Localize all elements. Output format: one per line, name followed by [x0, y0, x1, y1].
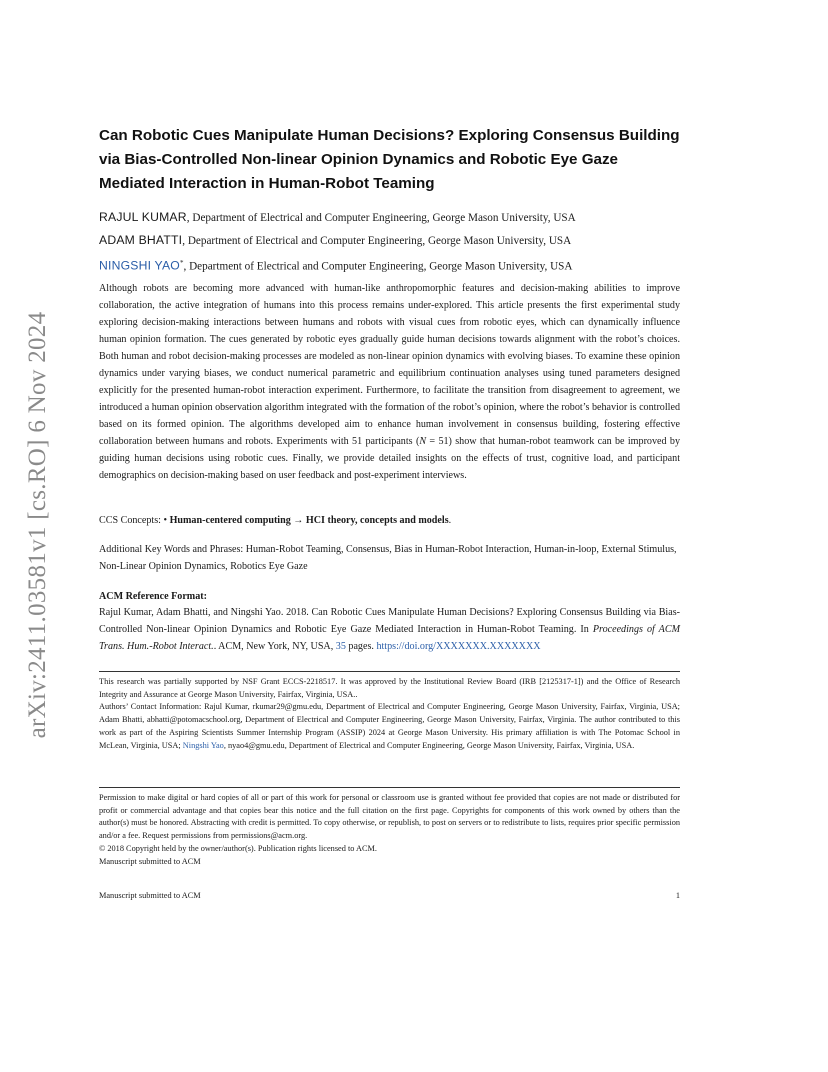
reference-pages-link[interactable]: 35 [335, 641, 346, 652]
corresponding-author-mark: * [179, 259, 184, 267]
abstract-text: Although robots are becoming more advanced with human-like anthropomorphic features and decision-making abilities to improve collaboration, the active integration of humans into this process remains under-explored. This article presents the first experimental study exploring decision-making interactions between humans and robots with visual cues from robotic eyes, which can dynamically influence human opinion formation. The cues generated by robotic eyes gradually guide human decisions towards alignment with the robot’s choices. Both human and robot decision-making processes are modeled as non-linear opinion dynamics with evolving biases. To examine these opinion dynamics under varying biases, we conduct numerical parametric and equilibrium continuation analyses using tuned parameters designed explicitly for the presented human-robot interaction experiment. Furthermore, to facilitate the transition from disagreement to agreement, we introduced a human opinion observation algorithm integrated with the formation of the robot’s opinion, where the robot’s behavior is controlled based on its formed opinion. The algorithms developed aim to enhance human involvement in consensus building, fostering effective collaboration between humans and robots. Experiments with 51 participants ( [99, 283, 680, 447]
reference-venue: Proceedings of ACM Trans. Hum.-Robot Interact. [99, 624, 680, 652]
reference-publisher: . ACM, New York, NY, USA, [213, 641, 336, 652]
page-footer [99, 891, 680, 900]
author-entry-1 [99, 206, 680, 229]
keywords: Additional Key Words and Phrases: Human-Robot Teaming, Consensus, Bias in Human-Robot Interaction, Human-in-loop, External Stimulus, Non-Linear Opinion Dynamics, Robotics Eye Gaze [99, 544, 677, 572]
permissions-divider [99, 787, 680, 788]
author-name-link[interactable]: NINGSHI YAO [99, 258, 180, 273]
author-entry-2 [99, 229, 680, 252]
arxiv-identifier-stamp [20, 290, 56, 760]
author-name: RAJUL KUMAR [99, 210, 187, 224]
reference-format [99, 604, 680, 655]
author-affiliation: , Department of Electrical and Computer Engineering, George Mason University, USA [182, 235, 572, 247]
copyright-notice: © 2018 Copyright held by the owner/author(s). Publication rights licensed to ACM. [99, 843, 377, 853]
doi-link[interactable]: https://doi.org/XXXXXXX.XXXXXXX [376, 641, 541, 652]
reference-pages-suffix: pages. [345, 641, 377, 652]
ccs-end: . [448, 515, 452, 526]
paper-title: Can Robotic Cues Manipulate Human Decisions? Exploring Consensus Building via Bias-Controlled Non-linear Opinion Dynamics and Robotic Eye Gaze Mediated Interaction in Human-Robot Teaming [99, 127, 680, 192]
reference-text: Rajul Kumar, Adam Bhatti, and Ningshi Yao. 2018. Can Robotic Cues Manipulate Human Decisions? Exploring Consensus Building via Bias-Controlled Non-linear Opinion Dynamics and Robotic Eye Gaze Mediated Interaction in Human-Robot Teaming. In [99, 607, 680, 635]
manuscript-note: Manuscript submitted to ACM [99, 856, 201, 866]
footnotes [99, 676, 680, 752]
arxiv-stamp-text: arXiv:2411.03581v1 [cs.RO] 6 Nov 2024 [24, 311, 51, 739]
author-entry-3 [99, 252, 680, 278]
page-number: 1 [675, 891, 680, 900]
footer-text: Manuscript submitted to ACM [99, 891, 201, 900]
ccs-concept: Human-centered computing → HCI theory, concepts and models [169, 515, 449, 526]
author-affiliation: , Department of Electrical and Computer Engineering, George Mason University, USA [186, 212, 576, 224]
contact-author-link[interactable]: Ningshi Yao [182, 740, 224, 750]
contact-text-continued: , nyao4@gmu.edu, Department of Electrical and Computer Engineering, George Mason University, Fairfax, Virginia, USA. [223, 740, 635, 750]
ccs-label: CCS Concepts: • [99, 515, 170, 526]
ccs-concepts [99, 512, 680, 529]
author-list [99, 206, 680, 278]
permissions-text: Permission to make digital or hard copies of all or part of this work for personal or classroom use is granted without fee provided that copies are not made or distributed for profit or commercial advantage and that copies bear this notice and the full citation on the first page. Copyrights for components of this work owned by others than the author(s) must be honored. Abstracting with credit is permitted. To copy otherwise, or republish, to post on servers or to redistribute to lists, requires prior specific permission and/or a fee. Request permissions from permissions@acm.org. [99, 793, 680, 841]
contact-footnote [99, 701, 680, 752]
abstract-text-continued: = 51) show that human-robot teamwork can be improved by guiding human decisions using robotic cues. Finally, we provide detailed insights on the effects of trust, cognitive load, and participant demographics on decision-making based on user feedback and post-experiment interviews. [99, 436, 680, 481]
grant-footnote: This research was partially supported by NSF Grant ECCS-2218517. It was approved by the Institutional Review Board (IRB [2125317-1]) and the Office of Research Integrity and Assurance at George Mason University, Fairfax, Virginia, USA.. [99, 677, 680, 699]
abstract-n-symbol: N [419, 436, 427, 447]
author-name: ADAM BHATTI [99, 233, 183, 247]
contact-text: Authors’ Contact Information: Rajul Kumar, rkumar29@gmu.edu, Department of Electrical and Computer Engineering, George Mason University, Fairfax, Virginia, USA; Adam Bhatti, abhatti@potomacschool.org, Department of Electrical and Computer Engineering, George Mason University, Fairfax, Virginia. The author contributed to this work as part of the Aspiring Scientists Summer Internship Program (ASSIP) 2024 at George Mason University. His primary affiliation is with The Potomac School in McLean, Virginia, USA; [99, 702, 680, 750]
permissions-block [99, 792, 680, 868]
footnote-divider [99, 671, 680, 672]
author-affiliation: , Department of Electrical and Computer Engineering, George Mason University, USA [183, 260, 573, 273]
reference-format-heading: ACM Reference Format: [99, 591, 207, 602]
abstract [99, 280, 680, 484]
